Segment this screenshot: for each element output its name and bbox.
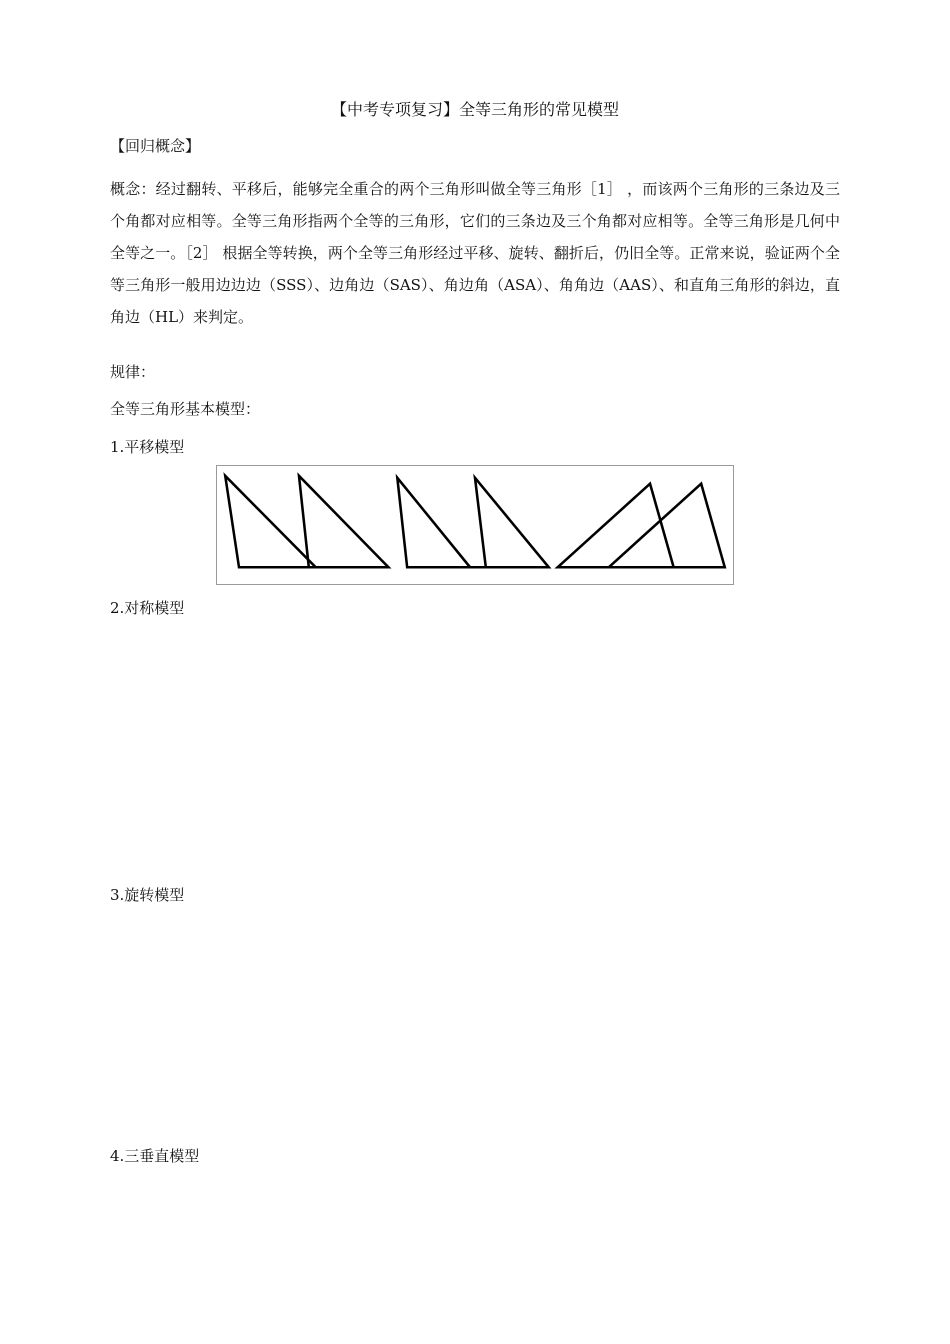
- model-label-rotation: 3.旋转模型: [110, 886, 185, 904]
- translation-model-figure: [216, 465, 734, 585]
- section-heading: 【回归概念】: [110, 137, 201, 155]
- rule-label: 规律：: [110, 363, 156, 381]
- triangle-2b: [475, 478, 549, 567]
- model-label-three-perpendicular: 4.三垂直模型: [110, 1147, 200, 1165]
- models-heading: 全等三角形基本模型：: [110, 400, 261, 418]
- model-label-symmetry: 2.对称模型: [110, 599, 185, 617]
- triangle-1b: [299, 476, 388, 567]
- triangle-3b: [609, 484, 725, 568]
- model-label-translation: 1.平移模型: [110, 438, 185, 456]
- triangle-2a: [397, 478, 470, 567]
- translation-model-diagram: [217, 466, 733, 584]
- page-title: 【中考专项复习】全等三角形的常见模型: [330, 100, 619, 119]
- triangle-1a: [225, 476, 315, 567]
- concept-paragraph: 概念：经过翻转、平移后，能够完全重合的两个三角形叫做全等三角形［1］ ，而该两个三角形的三条边及三个角都对应相等。全等三角形指两个全等的三角形，它们的三条边及三个角都对应相等。全等三角形是几何中全等之一。［2］ 根据全等转换，两个全等三角形经过平移、旋转、翻折后，仍旧全等。正常来说，验证两个全等三角形一般用边边边（SSS）、边角边（SAS）、角边角（ASA）、角角边（AAS）、和直角三角形的斜边，直角边（HL）来判定。: [110, 180, 840, 326]
